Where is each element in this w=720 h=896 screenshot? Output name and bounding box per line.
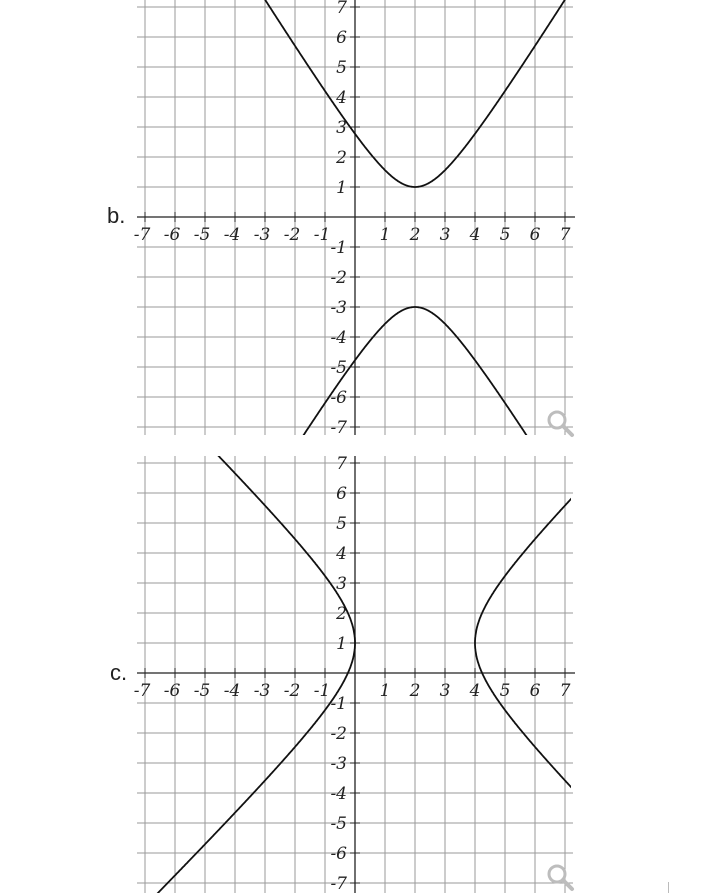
y-tick-label: 1 bbox=[336, 178, 347, 198]
y-tick-label: 2 bbox=[336, 604, 347, 624]
x-tick-label: -2 bbox=[283, 681, 301, 701]
x-tick-label: -3 bbox=[253, 681, 271, 701]
y-tick-label: -2 bbox=[330, 268, 347, 288]
magnifier-icon bbox=[545, 408, 575, 438]
x-tick-label: 5 bbox=[499, 681, 511, 701]
y-tick-label: -4 bbox=[330, 784, 347, 804]
y-tick-label: -1 bbox=[330, 238, 347, 258]
x-tick-label: -7 bbox=[133, 681, 151, 701]
page-edge-mark bbox=[668, 882, 669, 893]
y-tick-label: -4 bbox=[330, 328, 347, 348]
magnifier-icon bbox=[545, 862, 575, 892]
x-tick-label: 4 bbox=[469, 681, 481, 701]
x-tick-label: -4 bbox=[223, 225, 241, 245]
x-tick-label: 1 bbox=[379, 225, 391, 245]
graph-b bbox=[0, 0, 720, 440]
zoom-c-magnifier-icon[interactable] bbox=[545, 862, 575, 892]
x-tick-label: -5 bbox=[193, 681, 211, 701]
y-tick-label: -7 bbox=[330, 418, 347, 438]
x-tick-label: 3 bbox=[439, 681, 451, 701]
x-tick-label: 5 bbox=[499, 225, 511, 245]
y-tick-label: -5 bbox=[330, 358, 347, 378]
y-tick-label: -3 bbox=[330, 754, 347, 774]
zoom-b-magnifier-icon[interactable] bbox=[545, 408, 575, 438]
y-tick-label: 4 bbox=[336, 88, 347, 108]
x-tick-label: 7 bbox=[559, 225, 571, 245]
y-tick-label: -2 bbox=[330, 724, 347, 744]
x-tick-label: 1 bbox=[379, 681, 391, 701]
y-tick-label: 5 bbox=[336, 58, 347, 78]
curve-left-branch bbox=[109, 403, 355, 896]
x-tick-label: -2 bbox=[283, 225, 301, 245]
x-tick-label: -6 bbox=[163, 681, 181, 701]
x-tick-label: 2 bbox=[409, 681, 421, 701]
y-tick-label: 7 bbox=[336, 0, 347, 18]
y-tick-label: 5 bbox=[336, 514, 347, 534]
x-tick-label: -6 bbox=[163, 225, 181, 245]
problem-b-label: b. bbox=[107, 203, 126, 228]
x-tick-label: 2 bbox=[409, 225, 421, 245]
y-tick-label: 2 bbox=[336, 148, 347, 168]
y-tick-label: 7 bbox=[336, 454, 347, 474]
x-tick-label: -4 bbox=[223, 681, 241, 701]
y-tick-label: -1 bbox=[330, 694, 347, 714]
x-tick-label: 6 bbox=[529, 225, 541, 245]
x-tick-label: -7 bbox=[133, 225, 151, 245]
graph-c bbox=[0, 456, 720, 893]
y-tick-label: -6 bbox=[330, 388, 347, 408]
y-tick-label: -7 bbox=[330, 874, 347, 894]
problem-c-label: c. bbox=[110, 660, 128, 685]
y-tick-label: 3 bbox=[336, 574, 347, 594]
x-tick-label: -5 bbox=[193, 225, 211, 245]
x-tick-label: -1 bbox=[313, 681, 331, 701]
x-tick-label: -3 bbox=[253, 225, 271, 245]
y-tick-label: 3 bbox=[336, 118, 347, 138]
y-tick-label: 1 bbox=[336, 634, 347, 654]
y-tick-label: 6 bbox=[336, 484, 347, 504]
x-tick-label: 4 bbox=[469, 225, 481, 245]
x-tick-label: 6 bbox=[529, 681, 541, 701]
y-tick-label: 4 bbox=[336, 544, 347, 564]
curve-right-branch bbox=[475, 403, 720, 896]
x-tick-label: 3 bbox=[439, 225, 451, 245]
y-tick-label: -3 bbox=[330, 298, 347, 318]
y-tick-label: 6 bbox=[336, 28, 347, 48]
x-tick-label: -1 bbox=[313, 225, 331, 245]
x-tick-label: 7 bbox=[559, 681, 571, 701]
y-tick-label: -6 bbox=[330, 844, 347, 864]
y-tick-label: -5 bbox=[330, 814, 347, 834]
